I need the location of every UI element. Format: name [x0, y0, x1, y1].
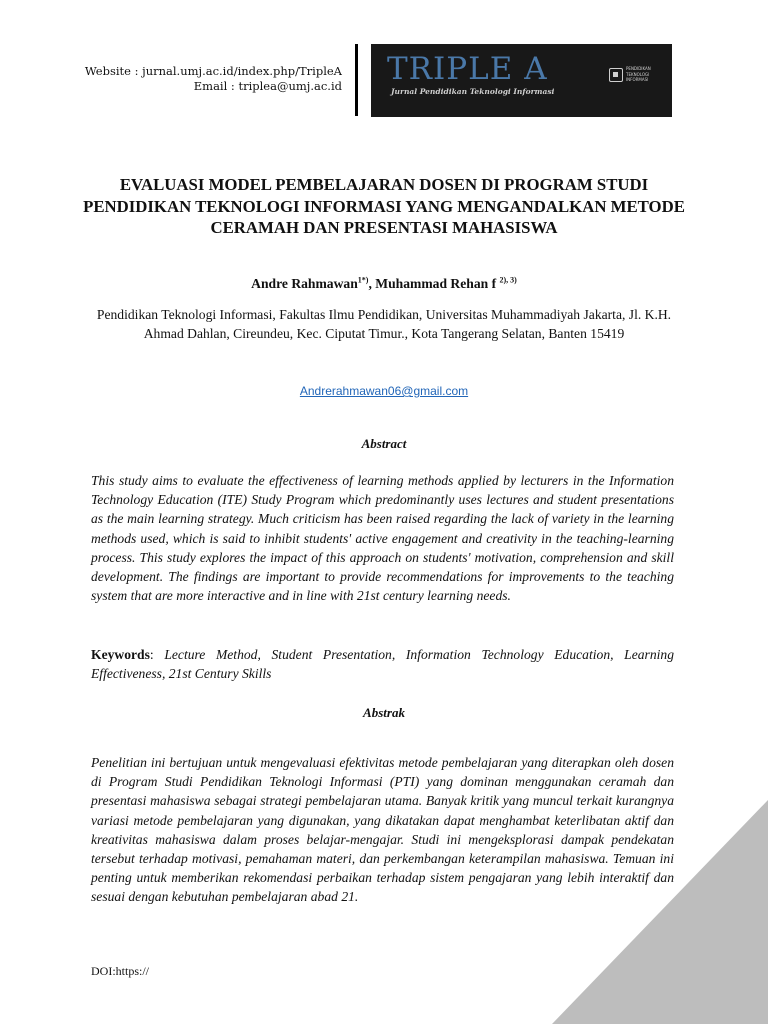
logo-subtitle: Jurnal Pendidikan Teknologi Informasi [391, 87, 555, 96]
author-2: Muhammad Rehan f [375, 276, 500, 291]
author-1-affiliation: 1*) [357, 275, 369, 285]
abstrak-heading: Abstrak [363, 705, 405, 720]
keywords-values: Lecture Method, Student Presentation, Information Technology Education, Learning Effectiveness, 21st Century Skills [91, 647, 674, 682]
abstract-heading: Abstract [361, 436, 407, 451]
corner-decoration [552, 800, 768, 1024]
author-separator: , [368, 276, 376, 291]
keywords-label: Keywords [91, 647, 150, 662]
badge-icon [609, 68, 623, 82]
contact-email-link[interactable]: Andrerahmawan06@gmail.com [299, 384, 469, 398]
abstract-body: This study aims to evaluate the effectiveness of learning methods applied by lecturers in the Information Technology Education (ITE) Study Program which predominantly uses lectures and student presentations as the main learning strategy. Much criticism has been raised regarding the lack of variety in the learning methods used, which is said to inhibit students' active engagement and creativity in the teaching-learning process. This study explores the impact of this approach on students' motivation, comprehension and skill development. The findings are important to provide recommendations for improvements to the teaching system that are more interactive and in line with 21st century learning needs. [91, 473, 674, 604]
doi: DOI:https:// [91, 964, 150, 978]
header-divider [355, 44, 358, 116]
journal-contact [85, 64, 342, 94]
author-1: Andre Rahmawan [251, 276, 358, 291]
affiliation: Pendidikan Teknologi Informasi, Fakultas Ilmu Pendidikan, Universitas Muhammadiyah Jakarta, Jl. K.H. Ahmad Dahlan, Cireundeu, Kec. Ciputat Timur., Kota Tangerang Selatan, Banten 15419 [96, 307, 672, 341]
abstrak-body: Penelitian ini bertujuan untuk mengevaluasi efektivitas metode pembelajaran yang diterapkan oleh dosen di Program Studi Pendidikan Teknologi Informasi (PTI) yang dominan menggunakan ceramah dan presentasi mahasiswa sebagai strategi pembelajaran utama. Banyak kritik yang muncul terkait kurangnya variasi metode pembelajaran yang digunakan, yang dikatakan dapat menghambat keterlibatan aktif dan kreativitas mahasiswa dalam proses belajar-mengajar. Studi ini mengeksplorasi dampak pendekatan tersebut terhadap motivasi, pemahaman materi, dan perkembangan keterampilan mahasiswa. Temuan ini penting untuk memberikan rekomendasi perbaikan terhadap sistem pengajaran yang lebih interaktif dan sesuai dengan kebutuhan pembelajaran abad 21. [91, 755, 674, 905]
journal-email[interactable]: Email : triplea@umj.ac.id [193, 79, 342, 93]
author-2-affiliation: 2), 3) [499, 275, 517, 285]
journal-website[interactable]: Website : jurnal.umj.ac.id/index.php/TripleA [84, 64, 342, 78]
logo-badge [609, 66, 661, 88]
badge-text: PENDIDIKAN TEKNOLOGI INFORMASI [626, 66, 651, 82]
logo-title: TRIPLE A [387, 51, 548, 87]
journal-logo [371, 44, 672, 117]
keywords [91, 645, 674, 683]
author-line [80, 276, 688, 292]
paper-title: EVALUASI MODEL PEMBELAJARAN DOSEN DI PROGRAM STUDI PENDIDIKAN TEKNOLOGI INFORMASI YANG MENGANDALKAN METODE CERAMAH DAN PRESENTASI MAHASISWA [83, 175, 685, 237]
keywords-colon: : [149, 647, 165, 662]
corner-triangle [552, 800, 768, 1024]
